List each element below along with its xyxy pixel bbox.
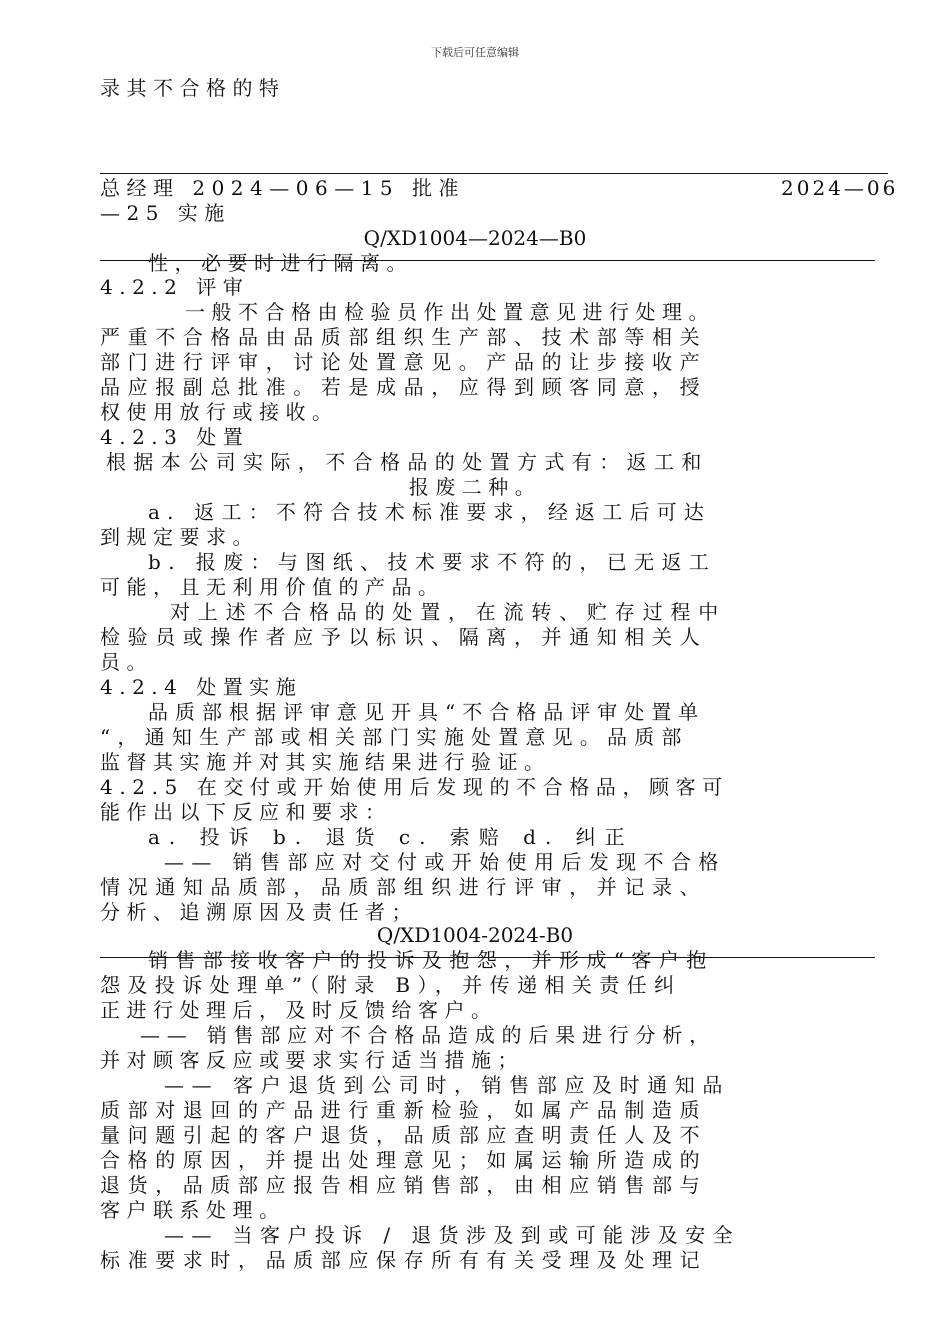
text-line: 监督其实施并对其实施结果进行验证。 — [100, 750, 551, 774]
text-line: 部门进行评审，讨论处置意见。产品的让步接收产 — [100, 350, 708, 374]
list-item: b. 报废：与图纸、技术要求不符的，已无返工 — [148, 550, 717, 574]
text-line: 情况通知品质部，品质部组织进行评审，并记录、 — [100, 875, 708, 899]
list-item: a. 返工：不符合技术标准要求，经返工后可达 — [148, 500, 712, 524]
text-line: 一般不合格由检验员作出处置意见进行处理。 — [185, 300, 715, 324]
text-line: 标准要求时，品质部应保存所有有关受理及处理记 — [100, 1248, 708, 1272]
list-item: a. 投诉 b. 退货 c. 索赔 d. 纠正 — [148, 825, 634, 849]
text-line: 可能，且无利用价值的产品。 — [100, 575, 445, 599]
divider — [100, 173, 888, 174]
text-line: 录其不合格的特 — [100, 76, 286, 100]
text-line: 质部对退回的产品进行重新检验，如属产品制造质 — [100, 1098, 708, 1122]
text-line: 能作出以下反应和要求： — [100, 800, 392, 824]
text-line: 严重不合格品由品质部组织生产部、技术部等相关 — [100, 325, 708, 349]
text-line: 性，必要时进行隔离。 — [148, 251, 413, 275]
text-line: 量问题引起的客户退货，品质部应查明责任人及不 — [100, 1123, 708, 1147]
text-line: 根据本公司实际，不合格品的处置方式有：返工和 — [106, 450, 709, 474]
text-line: 到规定要求。 — [100, 525, 259, 549]
section-heading: 4.2.3 处置 — [100, 425, 250, 449]
text-line: 怨及投诉处理单”（附录 B），并传递相关责任纠 — [100, 973, 682, 997]
text-line: —— 销售部应对不合格品造成的后果进行分析， — [140, 1023, 716, 1047]
text-line: —— 当客户投诉 / 退货涉及到或可能涉及安全 — [164, 1223, 741, 1247]
text-line: 正进行处理后，及时反馈给客户。 — [100, 998, 498, 1022]
text-line: —25 实施 — [100, 201, 231, 225]
text-line: —— 销售部应对交付或开始使用后发现不合格 — [164, 850, 726, 874]
doc-code: Q/XD1004-2024-B0 — [376, 923, 574, 947]
text-line: 分析、追溯原因及责任者； — [100, 900, 418, 924]
text-line: 客户联系处理。 — [100, 1198, 286, 1222]
text-line: —— 客户退货到公司时，销售部应及时通知品 — [164, 1073, 730, 1097]
text-line: 品应报副总批准。若是成品，应得到顾客同意，授 — [100, 375, 708, 399]
section-heading: 4.2.4 处置实施 — [100, 675, 303, 699]
page-header-note: 下载后可任意编辑 — [431, 46, 519, 59]
text-line: 合格的原因，并提出处理意见；如属运输所造成的 — [100, 1148, 708, 1172]
effective-date: 2024—06 — [781, 176, 899, 200]
approval-line: 总经理 2024—06—15 批准 — [100, 176, 466, 200]
text-line: 品质部根据评审意见开具“不合格品评审处置单 — [148, 700, 706, 724]
text-line: 报废二种。 — [408, 475, 542, 499]
text-line: 对上述不合格品的处置，在流转、贮存过程中 — [170, 600, 726, 624]
text-line: 销售部接收客户的投诉及抱怨，并形成“客户抱 — [148, 948, 714, 972]
text-line: 检验员或操作者应予以标识、隔离，并通知相关人 — [100, 625, 708, 649]
doc-code: Q/XD1004—2024—B0 — [363, 226, 587, 250]
text-line: 并对顾客反应或要求实行适当措施； — [100, 1048, 524, 1072]
text-line: “，通知生产部或相关部门实施处置意见。品质部 — [100, 725, 689, 749]
text-line: 权使用放行或接收。 — [100, 400, 339, 424]
text-line: 退货，品质部应报告相应销售部，由相应销售部与 — [100, 1173, 708, 1197]
text-line: 员。 — [100, 650, 153, 674]
section-heading: 4.2.5 在交付或开始使用后发现的不合格品，顾客可 — [100, 775, 729, 799]
section-heading: 4.2.2 评审 — [100, 275, 250, 299]
